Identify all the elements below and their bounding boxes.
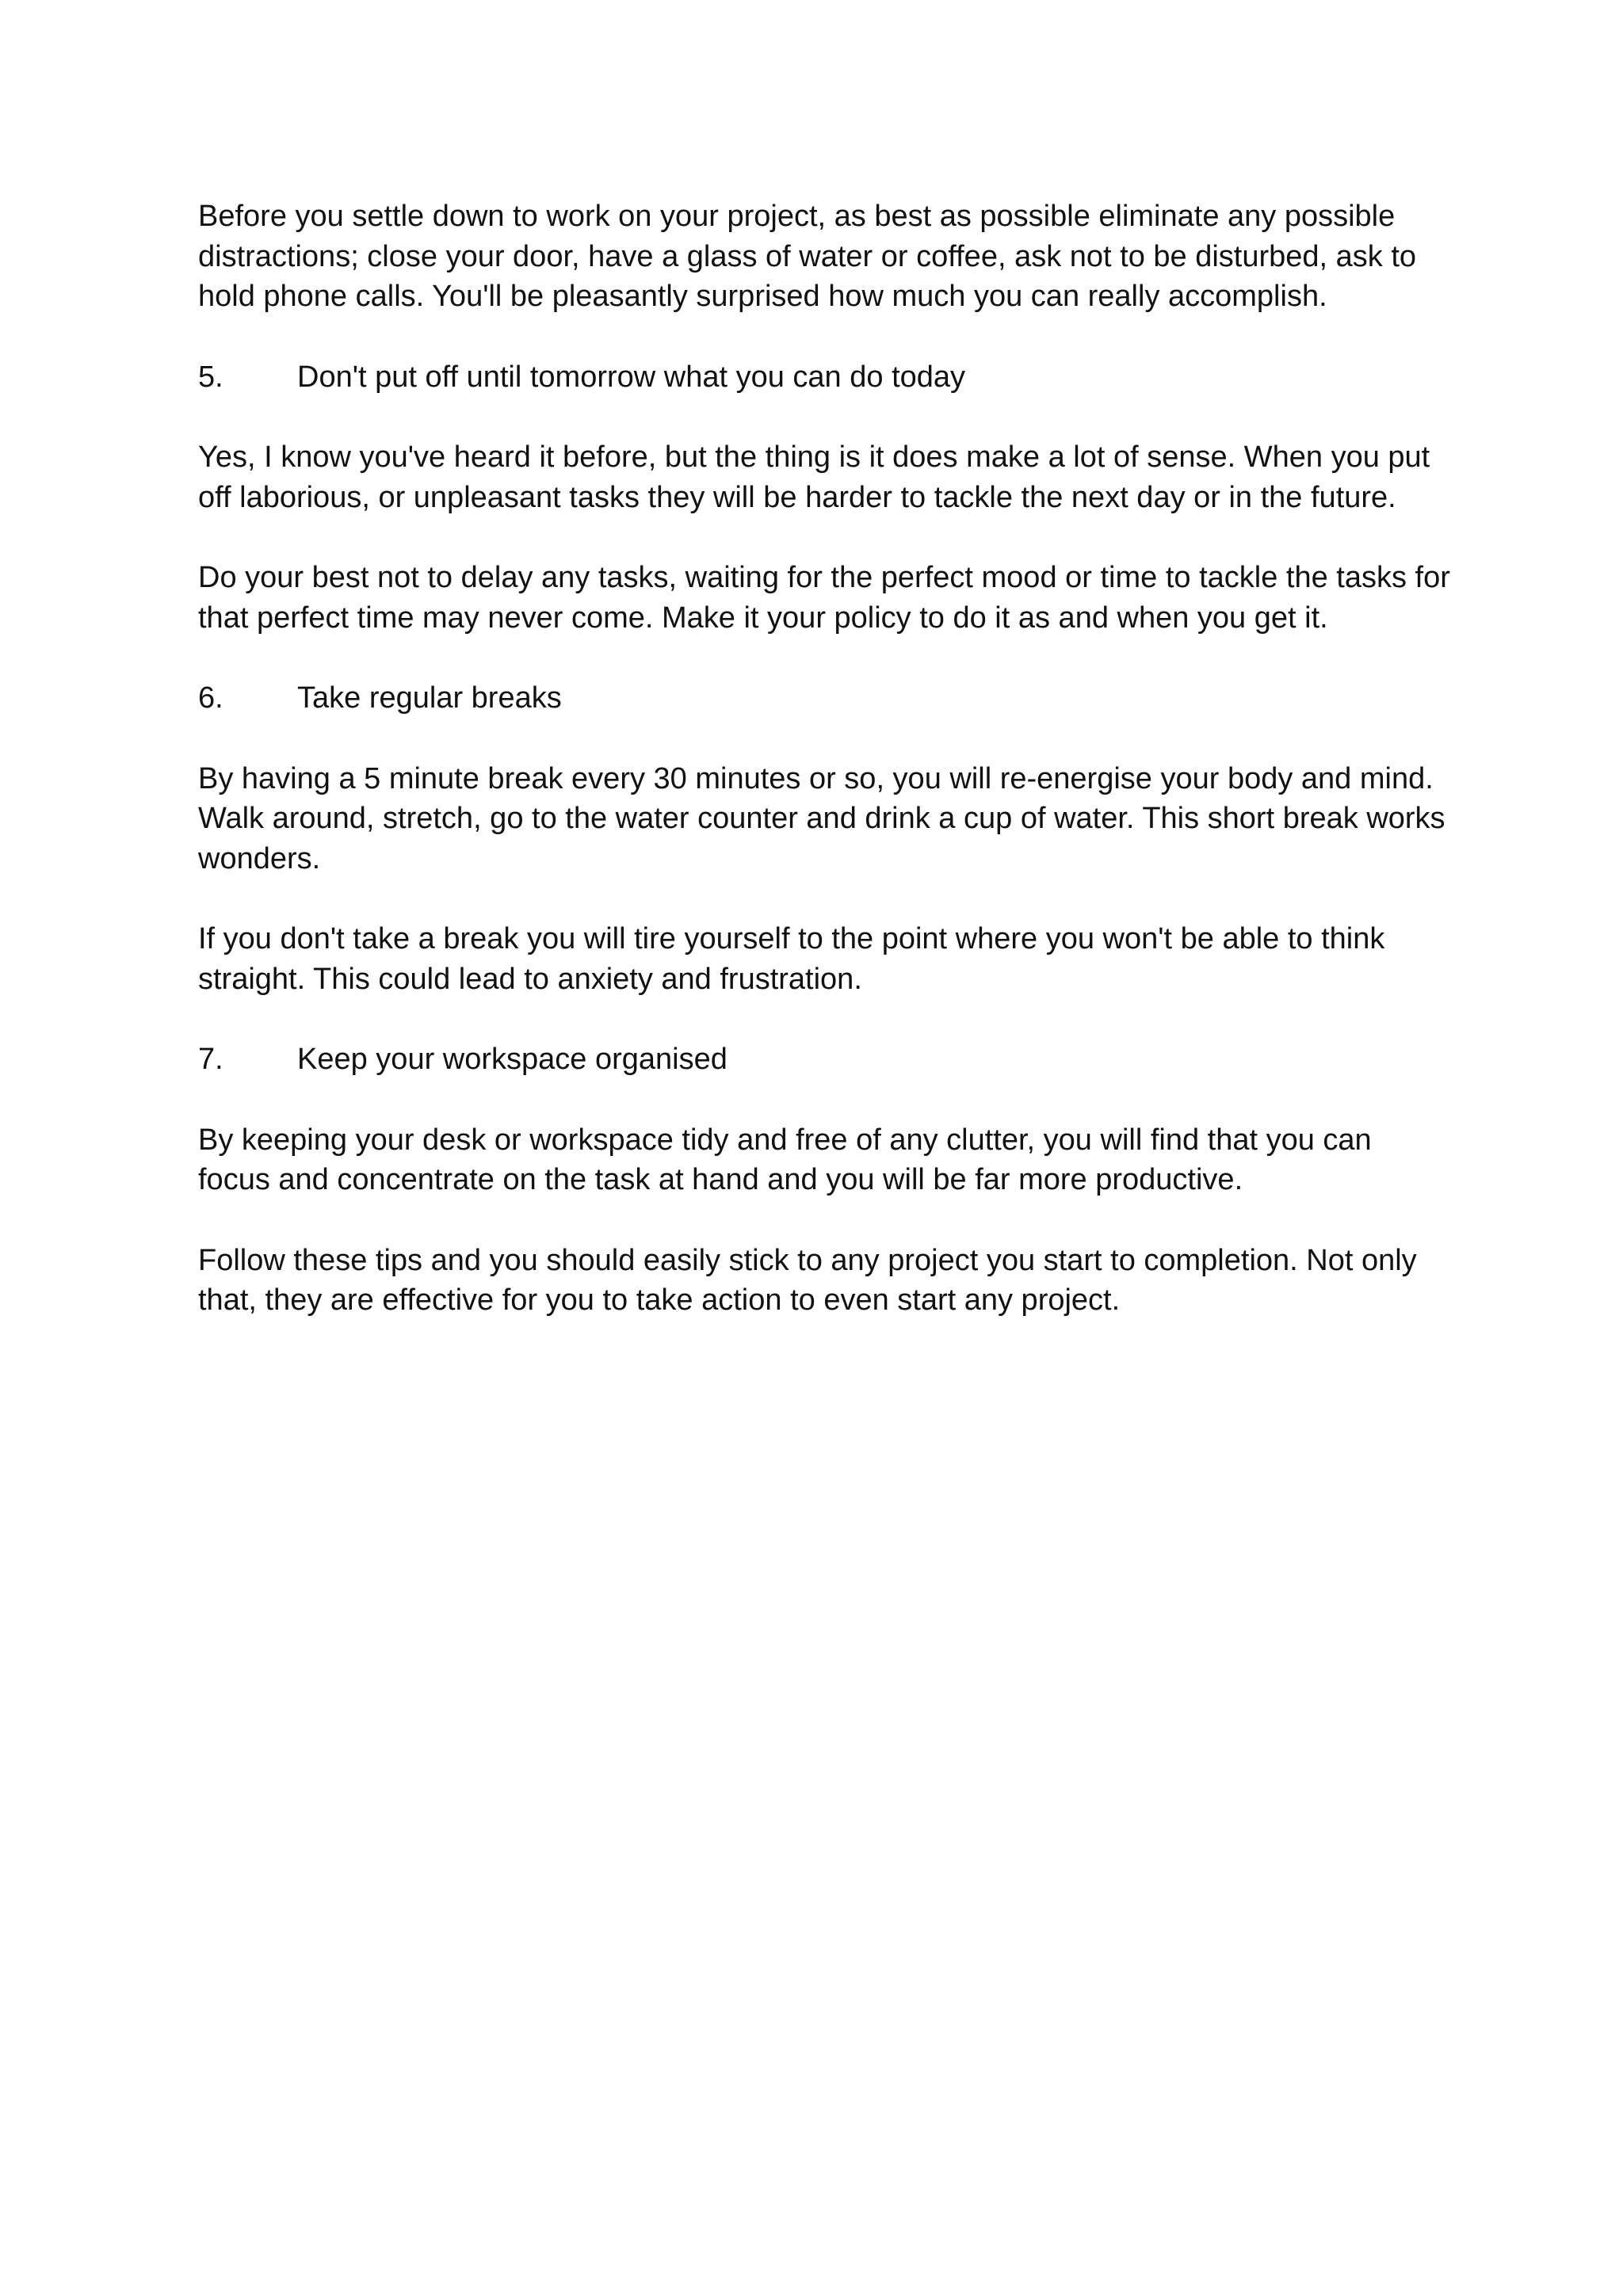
heading-title: Keep your workspace organised [297, 1043, 727, 1076]
heading-6 [198, 678, 1450, 719]
heading-number: 5. [198, 360, 223, 394]
paragraph-eliminate-distractions: Before you settle down to work on your project, as best as possible eliminate any possible distractions; close your door, have a glass of water or coffee, ask not to be disturbed, ask to hold phone calls. You'll be pleasantly surprised how much you can really accomplish. [198, 200, 1417, 313]
paragraph-heard-it-before: Yes, I know you've heard it before, but the thing is it does make a lot of sense. When you put off laborious, or unpleasant tasks they will be harder to tackle the next day or in the future. [198, 441, 1430, 514]
paragraph-delay-tasks: Do your best not to delay any tasks, waiting for the perfect mood or time to tackle the tasks for that perfect time may never come. Make it your policy to do it as and when you get it. [198, 561, 1450, 635]
heading-title: Take regular breaks [297, 681, 562, 715]
paragraph-tire-yourself: If you don't take a break you will tire yourself to the point where you won't be able to think straight. This could lead to anxiety and frustration. [198, 922, 1385, 996]
document-page [198, 196, 1450, 1361]
heading-number: 6. [198, 681, 223, 715]
heading-5 [198, 357, 1450, 398]
heading-number: 7. [198, 1043, 223, 1076]
heading-title: Don't put off until tomorrow what you can do today [297, 360, 966, 394]
paragraph-five-minute-break: By having a 5 minute break every 30 minutes or so, you will re-energise your body and mind. Walk around, stretch, go to the water counter and drink a cup of water. This short break works wonders. [198, 761, 1445, 875]
paragraph-follow-tips: Follow these tips and you should easily stick to any project you start to completion. Not only that, they are effective for you to take action to even start any project. [198, 1243, 1417, 1317]
heading-7 [198, 1039, 1450, 1080]
paragraph-tidy-workspace: By keeping your desk or workspace tidy and free of any clutter, you will find that you can focus and concentrate on the task at hand and you will be far more productive. [198, 1123, 1372, 1196]
